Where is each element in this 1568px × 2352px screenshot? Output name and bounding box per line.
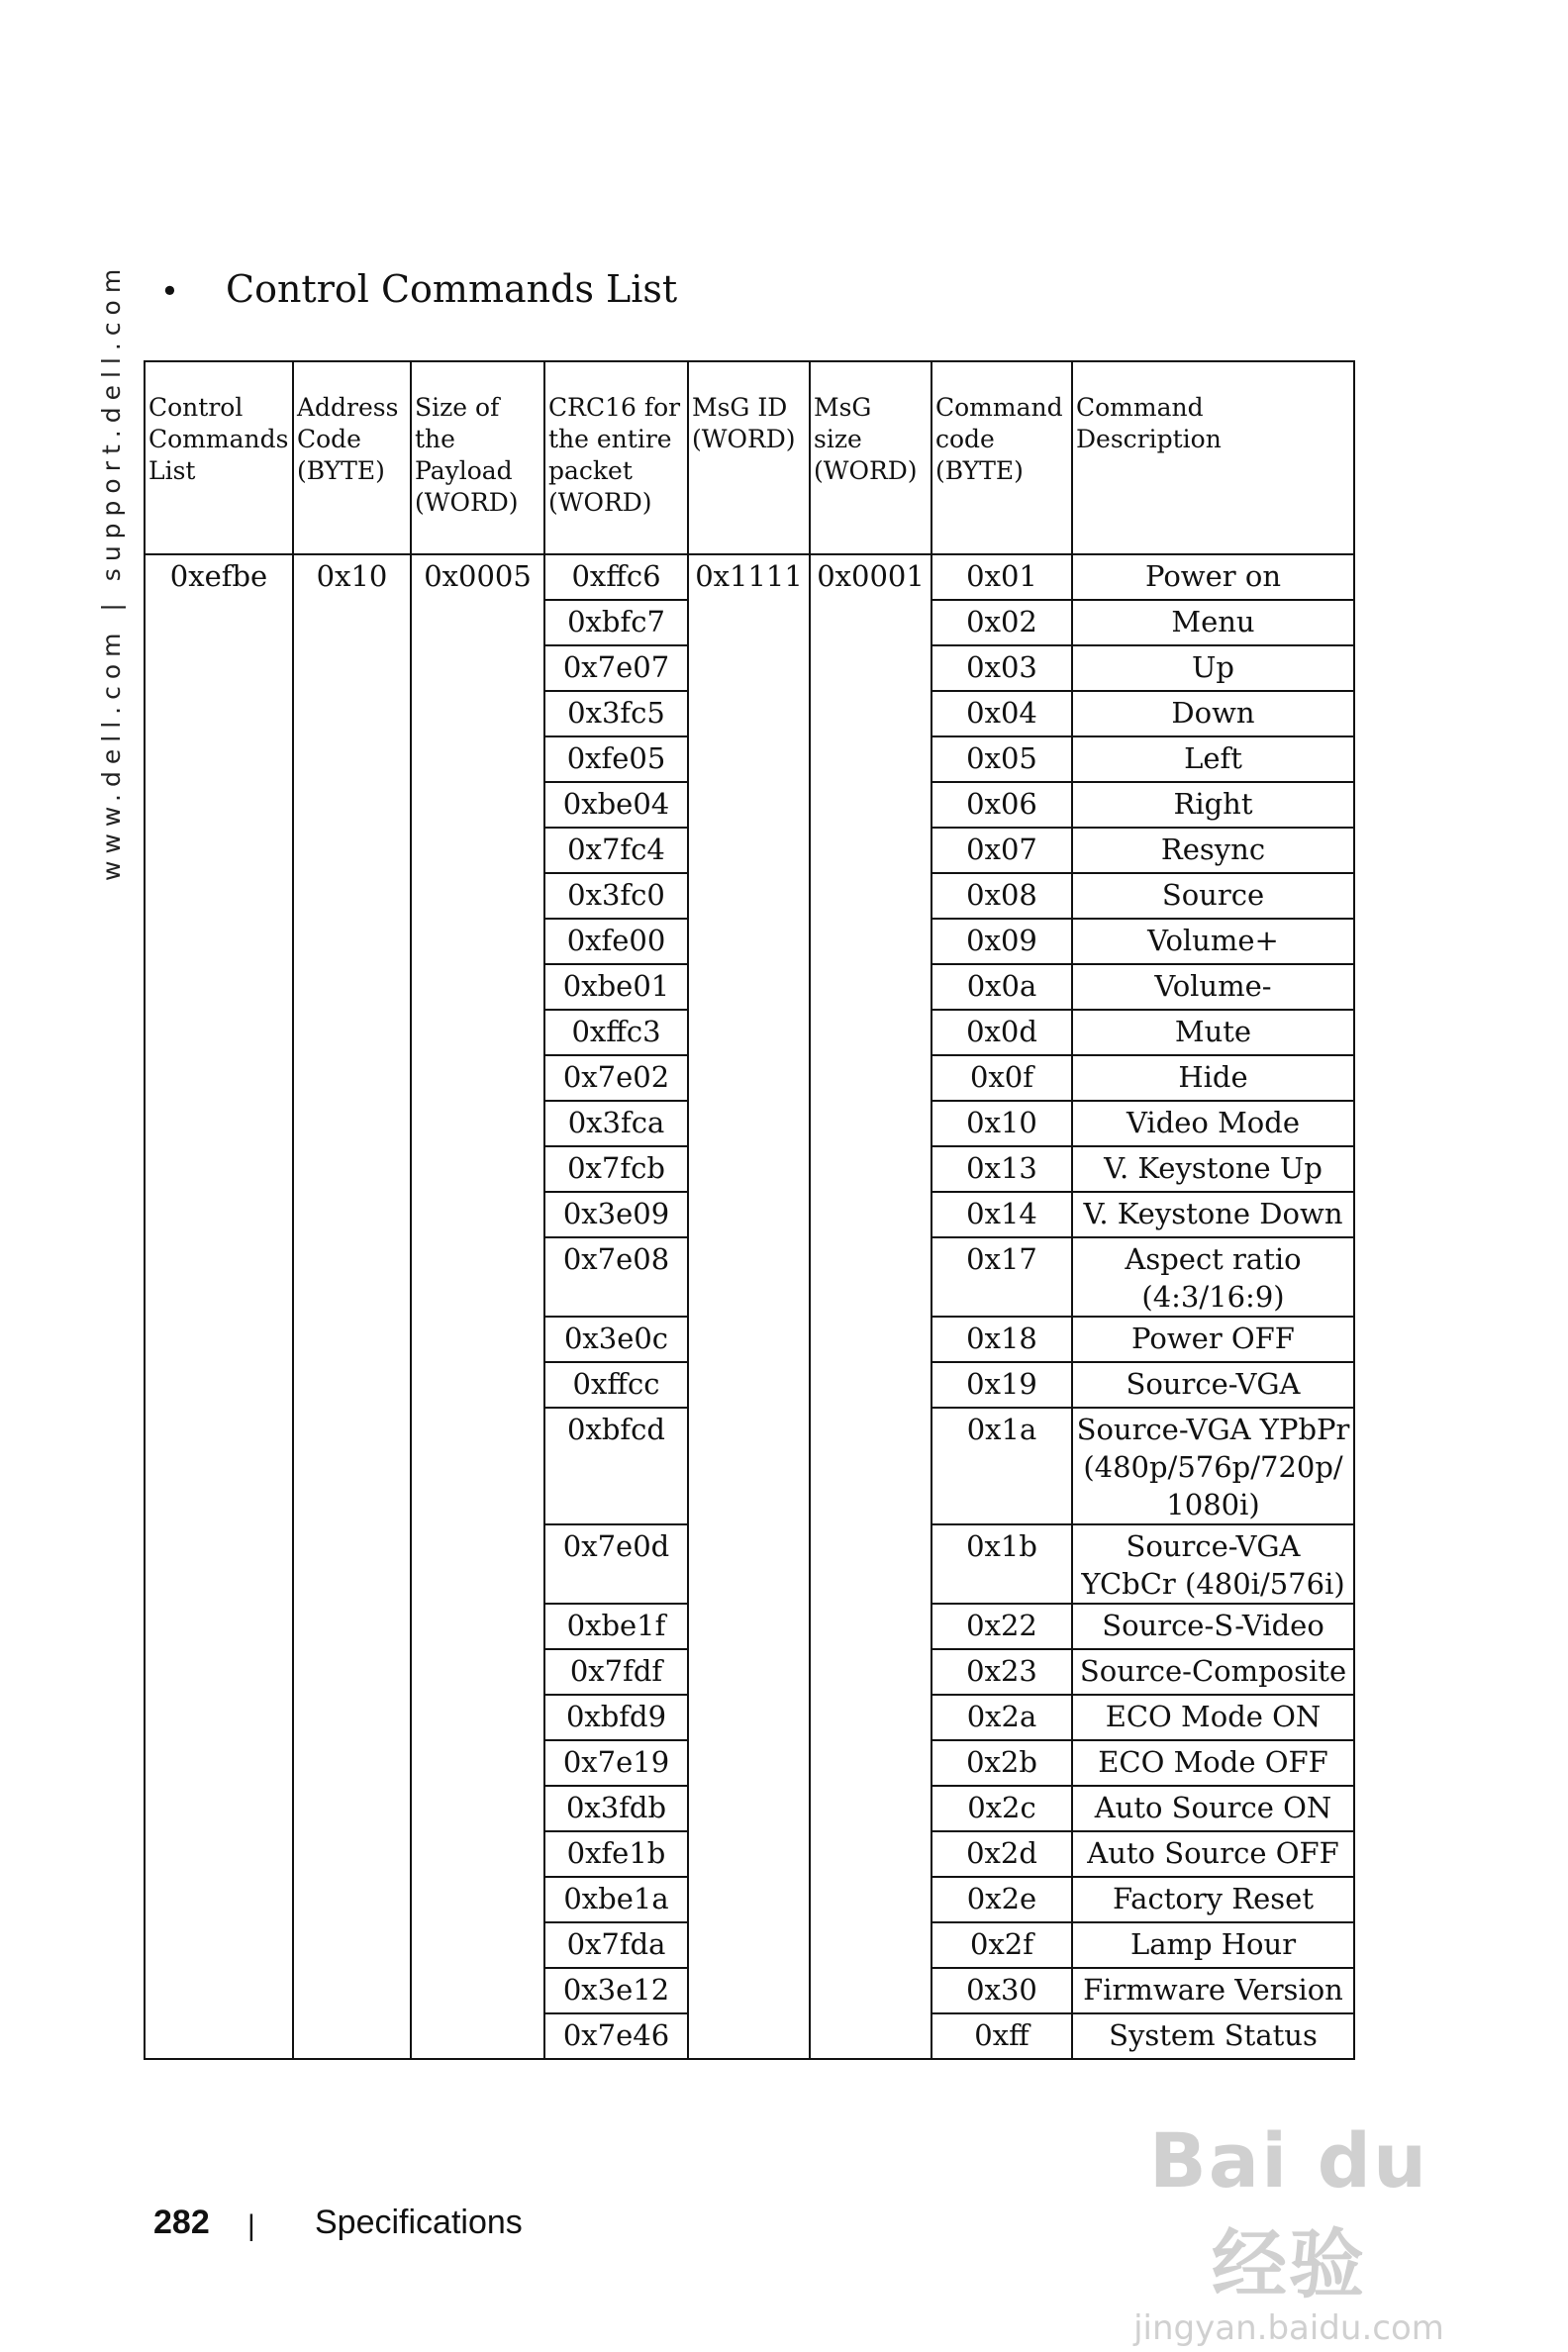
control-commands-table xyxy=(144,360,1355,2060)
header-payload-size: Size of the Payload (WORD) xyxy=(411,361,544,554)
cell-crc16: 0x3fc0 xyxy=(544,873,688,919)
cell-control-commands-list xyxy=(145,2013,293,2059)
footer-section-name: Specifications xyxy=(315,2204,523,2241)
cell-address-code xyxy=(293,873,411,919)
cell-command-code: 0x0f xyxy=(931,1055,1072,1101)
watermark-domain: jingyan.baidu.com xyxy=(1133,2308,1444,2348)
cell-address-code xyxy=(293,2013,411,2059)
table-row xyxy=(145,645,1354,691)
cell-payload-size xyxy=(411,1192,544,1237)
cell-msg-size xyxy=(810,1317,931,1362)
table-row xyxy=(145,1831,1354,1877)
cell-msg-id xyxy=(688,1877,810,1922)
cell-msg-size xyxy=(810,1408,931,1524)
cell-payload-size xyxy=(411,1649,544,1695)
cell-control-commands-list xyxy=(145,691,293,736)
cell-address-code xyxy=(293,1055,411,1101)
cell-command-code: 0x23 xyxy=(931,1649,1072,1695)
cell-address-code xyxy=(293,1968,411,2013)
header-control-commands-list: Control Commands List xyxy=(145,361,293,554)
cell-payload-size xyxy=(411,1237,544,1317)
table-row xyxy=(145,1237,1354,1317)
cell-address-code xyxy=(293,1649,411,1695)
table-row xyxy=(145,600,1354,645)
cell-msg-id xyxy=(688,1010,810,1055)
cell-payload-size xyxy=(411,2013,544,2059)
heading-title: Control Commands List xyxy=(226,267,678,311)
cell-crc16: 0xbfd9 xyxy=(544,1695,688,1740)
cell-msg-size xyxy=(810,600,931,645)
cell-command-description: Lamp Hour xyxy=(1072,1922,1354,1968)
cell-crc16: 0xffc3 xyxy=(544,1010,688,1055)
cell-address-code xyxy=(293,691,411,736)
cell-msg-id xyxy=(688,1524,810,1604)
cell-address-code xyxy=(293,1146,411,1192)
cell-command-description: Volume+ xyxy=(1072,919,1354,964)
cell-command-code: 0x04 xyxy=(931,691,1072,736)
cell-control-commands-list xyxy=(145,964,293,1010)
cell-command-code: 0x2e xyxy=(931,1877,1072,1922)
cell-crc16: 0x7e19 xyxy=(544,1740,688,1786)
cell-address-code xyxy=(293,1192,411,1237)
cell-address-code xyxy=(293,1317,411,1362)
cell-control-commands-list xyxy=(145,1055,293,1101)
cell-command-code: 0x03 xyxy=(931,645,1072,691)
cell-command-code: 0x17 xyxy=(931,1237,1072,1317)
cell-command-code: 0x22 xyxy=(931,1604,1072,1649)
table-row xyxy=(145,1146,1354,1192)
cell-control-commands-list xyxy=(145,1237,293,1317)
cell-payload-size xyxy=(411,1524,544,1604)
cell-crc16: 0xfe05 xyxy=(544,736,688,782)
cell-msg-size xyxy=(810,1524,931,1604)
cell-control-commands-list xyxy=(145,1922,293,1968)
cell-command-description: Left xyxy=(1072,736,1354,782)
cell-payload-size xyxy=(411,1317,544,1362)
cell-payload-size xyxy=(411,873,544,919)
cell-payload-size xyxy=(411,1695,544,1740)
table-body xyxy=(145,554,1354,2059)
cell-msg-id xyxy=(688,691,810,736)
cell-address-code xyxy=(293,964,411,1010)
section-heading xyxy=(160,267,677,311)
cell-msg-id xyxy=(688,1922,810,1968)
cell-command-description: Power on xyxy=(1072,554,1354,600)
cell-control-commands-list xyxy=(145,645,293,691)
cell-msg-size xyxy=(810,1831,931,1877)
cell-msg-id xyxy=(688,1695,810,1740)
cell-command-description: System Status xyxy=(1072,2013,1354,2059)
cell-msg-id xyxy=(688,2013,810,2059)
cell-command-description: Source-VGA xyxy=(1072,1362,1354,1408)
cell-command-code: 0x0a xyxy=(931,964,1072,1010)
cell-msg-id xyxy=(688,1740,810,1786)
cell-command-description: V. Keystone Down xyxy=(1072,1192,1354,1237)
cell-command-code: 0x2b xyxy=(931,1740,1072,1786)
cell-crc16: 0x3e09 xyxy=(544,1192,688,1237)
cell-command-description: ECO Mode ON xyxy=(1072,1695,1354,1740)
cell-msg-size: 0x0001 xyxy=(810,554,931,600)
cell-msg-size xyxy=(810,1649,931,1695)
cell-crc16: 0x7e02 xyxy=(544,1055,688,1101)
cell-control-commands-list xyxy=(145,1408,293,1524)
cell-control-commands-list xyxy=(145,919,293,964)
watermark-brand: Bai du 经验 xyxy=(1148,2116,1429,2308)
cell-command-description: Down xyxy=(1072,691,1354,736)
table-row xyxy=(145,1524,1354,1604)
cell-command-code: 0x05 xyxy=(931,736,1072,782)
table-row xyxy=(145,1408,1354,1524)
cell-address-code xyxy=(293,736,411,782)
cell-control-commands-list xyxy=(145,1786,293,1831)
cell-command-code: 0x1b xyxy=(931,1524,1072,1604)
cell-command-description: Source-VGA YCbCr (480i/576i) xyxy=(1072,1524,1354,1604)
cell-command-description: Right xyxy=(1072,782,1354,828)
cell-control-commands-list xyxy=(145,873,293,919)
cell-msg-size xyxy=(810,691,931,736)
cell-msg-size xyxy=(810,1604,931,1649)
cell-control-commands-list: 0xefbe xyxy=(145,554,293,600)
table-row xyxy=(145,691,1354,736)
cell-command-code: 0x2c xyxy=(931,1786,1072,1831)
cell-command-code: 0x14 xyxy=(931,1192,1072,1237)
cell-address-code xyxy=(293,782,411,828)
cell-command-code: 0x18 xyxy=(931,1317,1072,1362)
cell-command-description: Volume- xyxy=(1072,964,1354,1010)
cell-command-code: 0x0d xyxy=(931,1010,1072,1055)
cell-msg-size xyxy=(810,1362,931,1408)
cell-command-code: 0x2f xyxy=(931,1922,1072,1968)
cell-msg-id: 0x1111 xyxy=(688,554,810,600)
cell-address-code xyxy=(293,1695,411,1740)
cell-command-code: 0x02 xyxy=(931,600,1072,645)
cell-address-code xyxy=(293,1010,411,1055)
cell-address-code xyxy=(293,1831,411,1877)
cell-command-code: 0x30 xyxy=(931,1968,1072,2013)
cell-payload-size xyxy=(411,645,544,691)
cell-msg-id xyxy=(688,1237,810,1317)
cell-msg-id xyxy=(688,600,810,645)
cell-command-code: 0x2a xyxy=(931,1695,1072,1740)
baidu-watermark xyxy=(1101,2116,1477,2348)
table-row xyxy=(145,964,1354,1010)
cell-crc16: 0x7fc4 xyxy=(544,828,688,873)
header-msg-id: MsG ID (WORD) xyxy=(688,361,810,554)
cell-msg-size xyxy=(810,1010,931,1055)
cell-payload-size xyxy=(411,1740,544,1786)
cell-crc16: 0x7fdf xyxy=(544,1649,688,1695)
cell-control-commands-list xyxy=(145,1010,293,1055)
cell-command-code: 0x2d xyxy=(931,1831,1072,1877)
cell-address-code xyxy=(293,1877,411,1922)
cell-address-code xyxy=(293,1740,411,1786)
table-row xyxy=(145,1055,1354,1101)
cell-msg-size xyxy=(810,1146,931,1192)
cell-command-code: 0x09 xyxy=(931,919,1072,964)
table-row xyxy=(145,1786,1354,1831)
cell-command-description: ECO Mode OFF xyxy=(1072,1740,1354,1786)
cell-crc16: 0x3e0c xyxy=(544,1317,688,1362)
cell-crc16: 0x7fda xyxy=(544,1922,688,1968)
cell-msg-id xyxy=(688,645,810,691)
cell-msg-id xyxy=(688,828,810,873)
table-row xyxy=(145,1877,1354,1922)
cell-msg-id xyxy=(688,782,810,828)
cell-crc16: 0xffc6 xyxy=(544,554,688,600)
cell-msg-id xyxy=(688,1146,810,1192)
cell-control-commands-list xyxy=(145,1695,293,1740)
cell-command-code: 0x06 xyxy=(931,782,1072,828)
table-header-row xyxy=(145,361,1354,554)
table-row xyxy=(145,1695,1354,1740)
cell-command-code: 0x10 xyxy=(931,1101,1072,1146)
cell-address-code xyxy=(293,645,411,691)
cell-address-code xyxy=(293,1362,411,1408)
cell-payload-size xyxy=(411,1146,544,1192)
cell-control-commands-list xyxy=(145,1317,293,1362)
cell-payload-size xyxy=(411,1055,544,1101)
cell-msg-size xyxy=(810,2013,931,2059)
cell-payload-size xyxy=(411,1831,544,1877)
cell-msg-id xyxy=(688,1362,810,1408)
table-row xyxy=(145,1968,1354,2013)
header-command-description: Command Description xyxy=(1072,361,1354,554)
table-row xyxy=(145,2013,1354,2059)
cell-command-code: 0x13 xyxy=(931,1146,1072,1192)
cell-msg-id xyxy=(688,1831,810,1877)
cell-control-commands-list xyxy=(145,1604,293,1649)
cell-msg-id xyxy=(688,1408,810,1524)
cell-msg-id xyxy=(688,1101,810,1146)
cell-control-commands-list xyxy=(145,1524,293,1604)
cell-control-commands-list xyxy=(145,1146,293,1192)
table-row xyxy=(145,1010,1354,1055)
cell-control-commands-list xyxy=(145,1362,293,1408)
cell-msg-size xyxy=(810,1055,931,1101)
cell-crc16: 0x7e07 xyxy=(544,645,688,691)
cell-address-code xyxy=(293,828,411,873)
cell-control-commands-list xyxy=(145,1831,293,1877)
cell-control-commands-list xyxy=(145,1101,293,1146)
cell-address-code xyxy=(293,1604,411,1649)
cell-command-code: 0x1a xyxy=(931,1408,1072,1524)
cell-control-commands-list xyxy=(145,736,293,782)
cell-payload-size xyxy=(411,600,544,645)
cell-msg-size xyxy=(810,828,931,873)
cell-crc16: 0x7e08 xyxy=(544,1237,688,1317)
cell-control-commands-list xyxy=(145,782,293,828)
cell-command-code: 0xff xyxy=(931,2013,1072,2059)
cell-msg-size xyxy=(810,873,931,919)
cell-payload-size xyxy=(411,1408,544,1524)
cell-payload-size xyxy=(411,1101,544,1146)
cell-crc16: 0xffcc xyxy=(544,1362,688,1408)
cell-payload-size xyxy=(411,964,544,1010)
cell-command-description: Menu xyxy=(1072,600,1354,645)
cell-command-description: Factory Reset xyxy=(1072,1877,1354,1922)
cell-address-code xyxy=(293,1408,411,1524)
cell-msg-id xyxy=(688,1649,810,1695)
table-row xyxy=(145,1192,1354,1237)
cell-crc16: 0x7fcb xyxy=(544,1146,688,1192)
table-row xyxy=(145,1362,1354,1408)
cell-msg-size xyxy=(810,1237,931,1317)
cell-msg-size xyxy=(810,1922,931,1968)
table-row xyxy=(145,736,1354,782)
cell-command-description: Source-S-Video xyxy=(1072,1604,1354,1649)
cell-command-description: Source-VGA YPbPr (480p/576p/720p/ 1080i) xyxy=(1072,1408,1354,1524)
cell-payload-size: 0x0005 xyxy=(411,554,544,600)
cell-msg-size xyxy=(810,645,931,691)
cell-crc16: 0x7e46 xyxy=(544,2013,688,2059)
cell-command-description: Aspect ratio (4:3/16:9) xyxy=(1072,1237,1354,1317)
cell-payload-size xyxy=(411,1362,544,1408)
cell-msg-id xyxy=(688,1317,810,1362)
cell-msg-size xyxy=(810,736,931,782)
cell-control-commands-list xyxy=(145,1649,293,1695)
cell-command-description: Mute xyxy=(1072,1010,1354,1055)
cell-control-commands-list xyxy=(145,1968,293,2013)
side-url: www.dell.com | support.dell.com xyxy=(97,261,126,881)
cell-command-description: Video Mode xyxy=(1072,1101,1354,1146)
cell-command-code: 0x19 xyxy=(931,1362,1072,1408)
cell-address-code xyxy=(293,1922,411,1968)
heading-bullet: • xyxy=(160,272,179,310)
cell-crc16: 0xbfcd xyxy=(544,1408,688,1524)
cell-address-code xyxy=(293,600,411,645)
cell-msg-id xyxy=(688,919,810,964)
cell-address-code xyxy=(293,1786,411,1831)
cell-command-description: V. Keystone Up xyxy=(1072,1146,1354,1192)
cell-msg-size xyxy=(810,1695,931,1740)
cell-command-description: Hide xyxy=(1072,1055,1354,1101)
cell-payload-size xyxy=(411,1922,544,1968)
header-crc16: CRC16 for the entire packet (WORD) xyxy=(544,361,688,554)
cell-command-description: Resync xyxy=(1072,828,1354,873)
cell-msg-id xyxy=(688,873,810,919)
header-address-code: Address Code (BYTE) xyxy=(293,361,411,554)
cell-crc16: 0x3fca xyxy=(544,1101,688,1146)
cell-payload-size xyxy=(411,1877,544,1922)
cell-command-description: Up xyxy=(1072,645,1354,691)
cell-payload-size xyxy=(411,828,544,873)
cell-control-commands-list xyxy=(145,1192,293,1237)
cell-address-code xyxy=(293,1237,411,1317)
cell-crc16: 0xbe01 xyxy=(544,964,688,1010)
cell-payload-size xyxy=(411,1786,544,1831)
cell-msg-id xyxy=(688,964,810,1010)
cell-msg-size xyxy=(810,1786,931,1831)
cell-msg-id xyxy=(688,1192,810,1237)
cell-payload-size xyxy=(411,919,544,964)
table-row xyxy=(145,873,1354,919)
table-row xyxy=(145,782,1354,828)
table-row xyxy=(145,828,1354,873)
cell-command-description: Auto Source ON xyxy=(1072,1786,1354,1831)
cell-msg-size xyxy=(810,1192,931,1237)
table-row xyxy=(145,1922,1354,1968)
cell-payload-size xyxy=(411,1604,544,1649)
cell-crc16: 0xbe1f xyxy=(544,1604,688,1649)
cell-command-description: Power OFF xyxy=(1072,1317,1354,1362)
table-row xyxy=(145,1101,1354,1146)
cell-payload-size xyxy=(411,736,544,782)
cell-crc16: 0x3e12 xyxy=(544,1968,688,2013)
cell-crc16: 0xbfc7 xyxy=(544,600,688,645)
cell-control-commands-list xyxy=(145,1740,293,1786)
cell-msg-size xyxy=(810,919,931,964)
cell-msg-size xyxy=(810,1968,931,2013)
cell-payload-size xyxy=(411,1968,544,2013)
cell-msg-id xyxy=(688,1968,810,2013)
header-msg-size: MsG size (WORD) xyxy=(810,361,931,554)
cell-payload-size xyxy=(411,691,544,736)
cell-address-code xyxy=(293,1524,411,1604)
page-number: 282 xyxy=(153,2204,210,2241)
cell-control-commands-list xyxy=(145,600,293,645)
cell-crc16: 0x3fc5 xyxy=(544,691,688,736)
cell-control-commands-list xyxy=(145,1877,293,1922)
cell-msg-id xyxy=(688,1786,810,1831)
table-row xyxy=(145,554,1354,600)
cell-msg-size xyxy=(810,1877,931,1922)
table-row xyxy=(145,1649,1354,1695)
table-row xyxy=(145,1317,1354,1362)
cell-msg-size xyxy=(810,1101,931,1146)
cell-command-description: Source-Composite xyxy=(1072,1649,1354,1695)
cell-crc16: 0xfe00 xyxy=(544,919,688,964)
cell-command-description: Auto Source OFF xyxy=(1072,1831,1354,1877)
cell-command-code: 0x08 xyxy=(931,873,1072,919)
cell-payload-size xyxy=(411,782,544,828)
cell-msg-size xyxy=(810,964,931,1010)
cell-msg-size xyxy=(810,782,931,828)
cell-msg-id xyxy=(688,736,810,782)
cell-command-description: Source xyxy=(1072,873,1354,919)
cell-crc16: 0x7e0d xyxy=(544,1524,688,1604)
cell-command-code: 0x01 xyxy=(931,554,1072,600)
cell-msg-id xyxy=(688,1604,810,1649)
cell-address-code: 0x10 xyxy=(293,554,411,600)
cell-address-code xyxy=(293,919,411,964)
table-row xyxy=(145,1740,1354,1786)
table-row xyxy=(145,919,1354,964)
table-row xyxy=(145,1604,1354,1649)
cell-msg-size xyxy=(810,1740,931,1786)
cell-command-description: Firmware Version xyxy=(1072,1968,1354,2013)
cell-command-code: 0x07 xyxy=(931,828,1072,873)
cell-control-commands-list xyxy=(145,828,293,873)
cell-crc16: 0x3fdb xyxy=(544,1786,688,1831)
cell-crc16: 0xbe04 xyxy=(544,782,688,828)
footer-separator: | xyxy=(247,2209,255,2242)
cell-payload-size xyxy=(411,1010,544,1055)
cell-crc16: 0xfe1b xyxy=(544,1831,688,1877)
cell-address-code xyxy=(293,1101,411,1146)
cell-msg-id xyxy=(688,1055,810,1101)
cell-crc16: 0xbe1a xyxy=(544,1877,688,1922)
header-command-code: Command code (BYTE) xyxy=(931,361,1072,554)
